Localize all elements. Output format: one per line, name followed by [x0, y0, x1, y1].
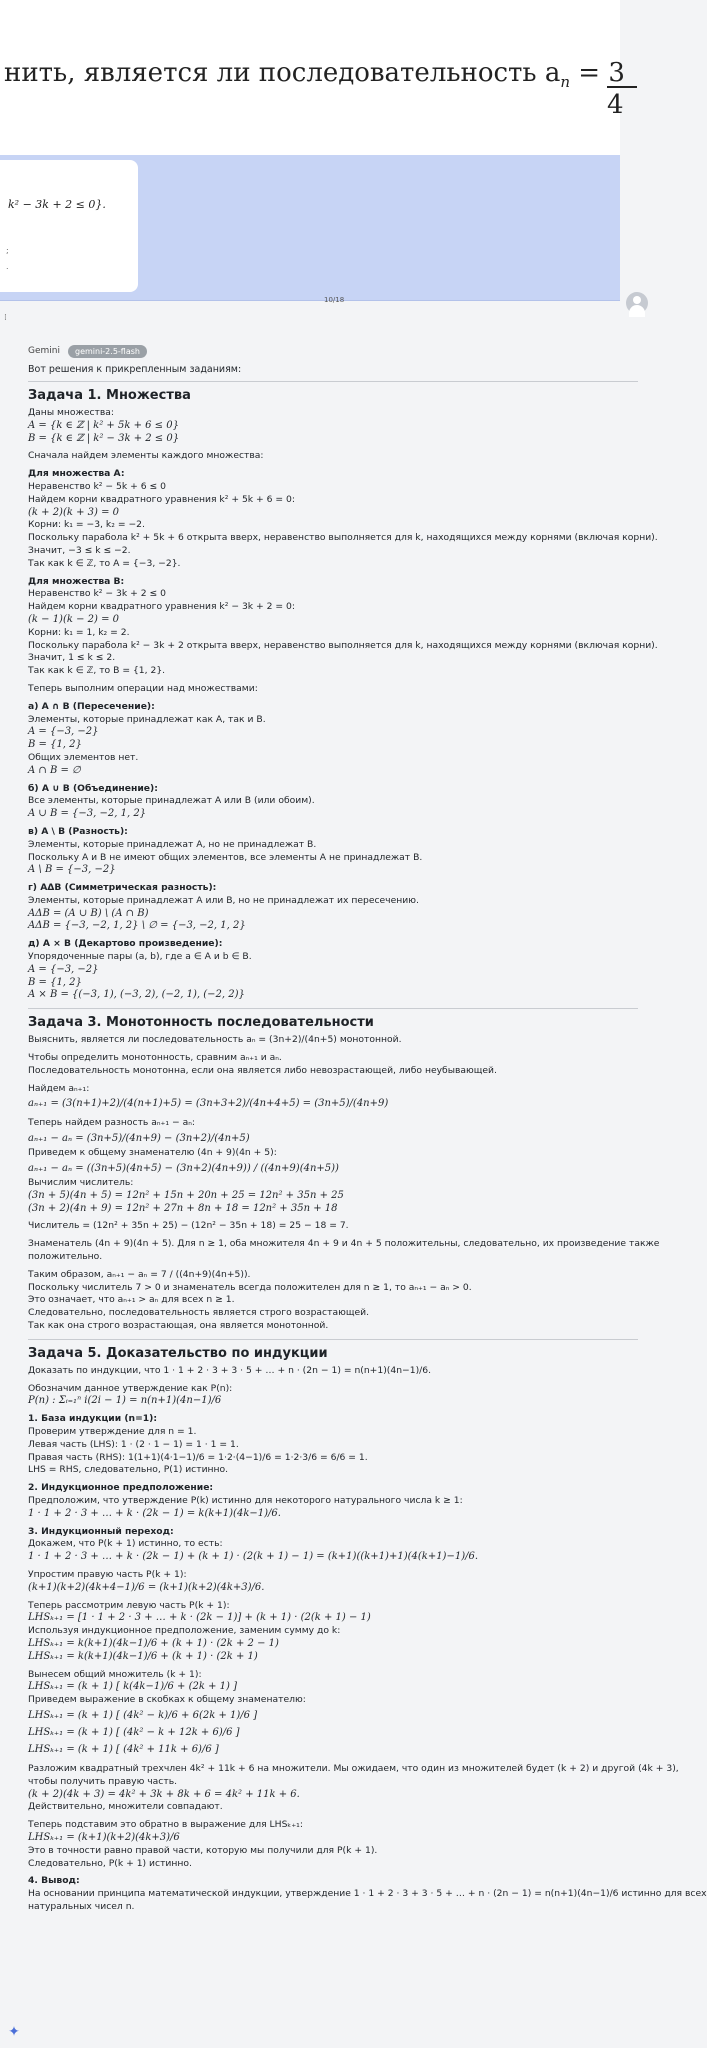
task3-line: Таким образом, aₙ₊₁ − aₙ = 7 / ((4n+9)(4n+5)).: [28, 1268, 251, 1280]
task1-line: AΔB = {−3, −2, 1, 2} \ ∅ = {−3, −2, 1, 2}: [28, 920, 246, 932]
task1-line: Элементы, которые принадлежат A или B, но не принадлежат их пересечению.: [28, 894, 419, 906]
task5-line: 1 · 1 + 2 · 3 + … + k · (2k − 1) + (k + 1) · (2(k + 1) − 1) = (k+1)((k+1)+1)(4(k+1)−1)/6.: [28, 1551, 479, 1563]
task5-line: Проверим утверждение для n = 1.: [28, 1426, 197, 1437]
model-name: Gemini: [28, 346, 60, 356]
task5-line: Разложим квадратный трехчлен 4k² + 11k + 6 на множители. Мы ожидаем, что один из множителей будет (k + 2) и другой (4k + 3),: [28, 1762, 679, 1774]
task3-line: Найдем aₙ₊₁:: [28, 1082, 90, 1094]
task1-line: B = {1, 2}: [28, 976, 82, 988]
task5-line: Вынесем общий множитель (k + 1):: [28, 1668, 202, 1680]
task3-line: Так как она строго возрастающая, она является монотонной.: [28, 1320, 329, 1332]
task5-line: Следовательно, P(k + 1) истинно.: [28, 1857, 192, 1869]
task5-line: LHSₖ₊₁ = (k + 1) [ (4k² − k + 12k + 6)/6 ]: [28, 1726, 240, 1738]
task-3-body: [28, 1034, 660, 1333]
task-1-section: [28, 381, 658, 1002]
task1-line: B = {1, 2}: [28, 739, 82, 751]
card-inequality: k² − 3k + 2 ≤ 0}.: [8, 198, 106, 211]
task1-line: Корни: k₁ = 1, k₂ = 2.: [28, 626, 130, 638]
task1-line: A = {−3, −2}: [28, 963, 99, 975]
task1-line: а) A ∩ B (Пересечение):: [28, 700, 155, 712]
task-1-title: Задача 1. Множества: [28, 388, 191, 403]
attached-image-top: [0, 0, 625, 155]
task1-line: Поскольку парабола k² + 5k + 6 открыта вверх, неравенство выполняется для k, находящихся между корнями (включая корни).: [28, 532, 658, 544]
task5-line: LHSₖ₊₁ = k(k+1)(4k−1)/6 + (k + 1) · (2k + 1): [28, 1650, 258, 1662]
task5-line: Это в точности равно правой части, которую мы получили для P(k + 1).: [28, 1844, 378, 1856]
task3-line: Знаменатель (4n + 9)(4n + 5). Для n ≥ 1, оба множителя 4n + 9 и 4n + 5 положительны, следовательно, их произведение также: [28, 1238, 660, 1250]
task5-line: 1. База индукции (n=1):: [28, 1413, 158, 1425]
task3-line: aₙ₊₁ = (3(n+1)+2)/(4(n+1)+5) = (3n+3+2)/(4n+4+5) = (3n+5)/(4n+9): [28, 1098, 389, 1110]
task5-line: натуральных чисел n.: [28, 1900, 135, 1912]
task1-line: Найдем корни квадратного уравнения k² − 3k + 2 = 0:: [28, 601, 295, 613]
task3-line: (3n + 5)(4n + 5) = 12n² + 15n + 20n + 25 = 12n² + 35n + 25: [28, 1189, 344, 1201]
task1-line: AΔB = (A ∪ B) \ (A ∩ B): [28, 907, 149, 919]
task5-line: 1 · 1 + 2 · 3 + … + k · (2k − 1) = k(k+1)(4k−1)/6.: [28, 1507, 281, 1519]
task1-line: Значит, 1 ≤ k ≤ 2.: [28, 652, 116, 664]
task5-line: LHSₖ₊₁ = (k + 1) [ (4k² − k)/6 + 6(2k + 1)/6 ]: [28, 1709, 258, 1721]
task5-line: Действительно, множители совпадают.: [28, 1801, 223, 1813]
gemini-sparkle-icon[interactable]: ✦: [8, 2024, 20, 2040]
task5-line: 3. Индукционный переход:: [28, 1525, 174, 1537]
task1-line: Поскольку A и B не имеют общих элементов, все элементы A не принадлежат B.: [28, 851, 423, 863]
task1-line: Теперь выполним операции над множествами:: [28, 682, 258, 694]
task5-line: LHSₖ₊₁ = [1 · 1 + 2 · 3 + … + k · (2k − 1)] + (k + 1) · (2(k + 1) − 1): [28, 1612, 371, 1624]
task-5-title: Задача 5. Доказательство по индукции: [28, 1345, 328, 1361]
task1-line: Значит, −3 ≤ k ≤ −2.: [28, 544, 131, 556]
task5-line: 2. Индукционное предположение:: [28, 1482, 214, 1494]
task5-line: Используя индукционное предположение, заменим сумму до k:: [28, 1625, 341, 1637]
task1-line: Неравенство k² − 3k + 2 ≤ 0: [28, 588, 166, 600]
task1-line: A = {−3, −2}: [28, 726, 99, 738]
task-3-section: [28, 1008, 660, 1333]
task3-line: Это означает, что aₙ₊₁ > aₙ для всех n ≥ 1.: [28, 1294, 235, 1306]
attached-card: [0, 160, 138, 292]
task5-line: LHSₖ₊₁ = (k+1)(k+2)(4k+3)/6: [28, 1831, 180, 1843]
task5-line: P(n) : Σᵢ₌₁ⁿ i(2i − 1) = n(n+1)(4n−1)/6: [28, 1395, 222, 1407]
task1-line: A ∩ B = ∅: [28, 764, 81, 776]
task1-line: Все элементы, которые принадлежат A или B (или обоим).: [28, 795, 315, 807]
response-intro: Вот решения к прикрепленным заданиям:: [28, 364, 242, 375]
task-5-body: [28, 1364, 707, 1914]
task1-line: Сначала найдем элементы каждого множества:: [28, 450, 264, 462]
task5-line: Левая часть (LHS): 1 · (2 · 1 − 1) = 1 · 1 = 1.: [28, 1438, 239, 1450]
task5-line: чтобы получить правую часть.: [28, 1775, 178, 1787]
task1-line: в) A \ B (Разность):: [28, 825, 128, 837]
model-badge[interactable]: gemini-2.5-flash: [68, 345, 147, 358]
task1-line: Для множества A:: [28, 468, 125, 480]
attached-image[interactable]: [0, 0, 625, 304]
task1-line: A = {k ∈ ℤ | k² + 5k + 6 ≤ 0}: [28, 419, 179, 431]
task1-line: Найдем корни квадратного уравнения k² + 5k + 6 = 0:: [28, 493, 295, 505]
task1-line: Элементы, которые принадлежат A, но не принадлежат B.: [28, 838, 317, 850]
task5-line: Теперь подставим это обратно в выражение для LHSₖ₊₁:: [28, 1819, 303, 1831]
task3-line: Чтобы определить монотонность, сравним aₙ₊₁ и aₙ.: [28, 1052, 282, 1064]
task5-line: (k+1)(k+2)(4k+4−1)/6 = (k+1)(k+2)(4k+3)/6.: [28, 1581, 265, 1593]
task3-line: Приведем к общему знаменателю (4n + 9)(4n + 5):: [28, 1147, 277, 1159]
task5-line: Упростим правую часть P(k + 1):: [28, 1568, 187, 1580]
task1-line: Элементы, которые принадлежат как A, так и B.: [28, 713, 266, 725]
model-response: [28, 342, 707, 1920]
drag-handle-icon[interactable]: ⁞: [4, 313, 7, 323]
fraction-bar: [607, 86, 637, 88]
task5-line: 4. Вывод:: [28, 1875, 80, 1887]
task1-line: A ∪ B = {−3, −2, 1, 2}: [28, 808, 147, 820]
task-3-title: Задача 3. Монотонность последовательности: [28, 1015, 374, 1031]
task5-line: LHSₖ₊₁ = (k + 1) [ k(4k−1)/6 + (2k + 1) ]: [28, 1681, 237, 1693]
card-glyph: ;: [6, 246, 9, 255]
task3-line: aₙ₊₁ − aₙ = (3n+5)/(4n+9) − (3n+2)/(4n+5): [28, 1133, 250, 1145]
task1-line: A × B = {(−3, 1), (−3, 2), (−2, 1), (−2, 2)}: [28, 989, 245, 1001]
avatar-head: [633, 296, 641, 304]
task3-line: aₙ₊₁ − aₙ = ((3n+5)(4n+5) − (3n+2)(4n+9)) / ((4n+9)(4n+5)): [28, 1163, 339, 1175]
attached-problem-line: нить, является ли последовательность $a_n = 3$ 4: [4, 58, 625, 91]
task1-line: Так как k ∈ ℤ, то A = {−3, −2}.: [28, 557, 181, 569]
task-5-section: [28, 1339, 707, 1914]
task1-line: (k − 1)(k − 2) = 0: [28, 613, 120, 625]
task3-line: Вычислим числитель:: [28, 1177, 134, 1189]
response-header: [28, 342, 638, 360]
task1-line: Неравенство k² − 5k + 6 ≤ 0: [28, 480, 166, 492]
task3-line: положительно.: [28, 1251, 103, 1263]
task1-line: (k + 2)(k + 3) = 0: [28, 506, 120, 518]
task5-line: Правая часть (RHS): 1(1+1)(4·1−1)/6 = 1·2·(4−1)/6 = 1·2·3/6 = 6/6 = 1.: [28, 1451, 368, 1463]
task3-line: Последовательность монотонна, если она является либо невозрастающей, либо неубывающей.: [28, 1064, 497, 1076]
task3-line: Выяснить, является ли последовательность aₙ = (3n+2)/(4n+5) монотонной.: [28, 1034, 402, 1046]
task1-line: Поскольку парабола k² − 3k + 2 открыта вверх, неравенство выполняется для k, находящихся между корнями (включая корни).: [28, 639, 658, 651]
avatar-body: [629, 305, 645, 317]
task1-line: б) A ∪ B (Объединение):: [28, 782, 158, 794]
task3-line: (3n + 2)(4n + 9) = 12n² + 27n + 8n + 18 = 12n² + 35n + 18: [28, 1202, 338, 1214]
task5-line: Обозначим данное утверждение как P(n):: [28, 1382, 233, 1394]
card-glyph: .: [6, 262, 9, 271]
task5-line: (k + 2)(4k + 3) = 4k² + 3k + 8k + 6 = 4k² + 11k + 6.: [28, 1788, 300, 1800]
task3-line: Поскольку числитель 7 > 0 и знаменатель всегда положителен для n ≥ 1, то aₙ₊₁ − aₙ > 0.: [28, 1281, 472, 1293]
task5-line: Приведем выражение в скобках к общему знаменателю:: [28, 1694, 306, 1706]
task5-line: На основании принципа математической индукции, утверждение 1 · 1 + 2 · 3 + 3 · 5 + … + n · (2n − 1) = n(n+1)(4n−1)/6 истинно для всех: [28, 1888, 707, 1900]
task3-line: Следовательно, последовательность является строго возрастающей.: [28, 1307, 370, 1319]
task1-line: Для множества B:: [28, 575, 125, 587]
task1-line: д) A × B (Декартово произведение):: [28, 938, 223, 950]
task1-line: Корни: k₁ = −3, k₂ = −2.: [28, 519, 145, 531]
task-1-body: [28, 407, 658, 1002]
task5-line: LHSₖ₊₁ = (k + 1) [ (4k² + 11k + 6)/6 ]: [28, 1743, 219, 1755]
task5-line: Теперь рассмотрим левую часть P(k + 1):: [28, 1599, 230, 1611]
task1-line: B = {k ∈ ℤ | k² − 3k + 2 ≤ 0}: [28, 432, 180, 444]
task3-line: Числитель = (12n² + 35n + 25) − (12n² − 35n + 18) = 25 − 18 = 7.: [28, 1220, 349, 1232]
task3-line: Теперь найдем разность aₙ₊₁ − aₙ:: [28, 1117, 196, 1129]
task1-line: A \ B = {−3, −2}: [28, 864, 116, 876]
task1-line: Даны множества:: [28, 407, 115, 418]
task5-line: LHS = RHS, следовательно, P(1) истинно.: [28, 1464, 229, 1476]
task1-line: Упорядоченные пары (a, b), где a ∈ A и b ∈ B.: [28, 951, 252, 963]
task1-line: Так как k ∈ ℤ, то B = {1, 2}.: [28, 665, 166, 677]
task1-line: Общих элементов нет.: [28, 751, 139, 763]
task5-line: Докажем, что P(k + 1) истинно, то есть:: [28, 1538, 223, 1550]
task5-line: Предположим, что утверждение P(k) истинно для некоторого натурального числа k ≥ 1:: [28, 1494, 463, 1506]
task1-line: г) AΔB (Симметрическая разность):: [28, 882, 217, 894]
page-number: 10/18: [324, 296, 345, 304]
task5-line: Доказать по индукции, что 1 · 1 + 2 · 3 + 3 · 5 + … + n · (2n − 1) = n(n+1)(4n−1)/6.: [28, 1364, 432, 1376]
task5-line: LHSₖ₊₁ = k(k+1)(4k−1)/6 + (k + 1) · (2k + 2 − 1): [28, 1637, 279, 1649]
user-avatar[interactable]: [626, 292, 648, 314]
